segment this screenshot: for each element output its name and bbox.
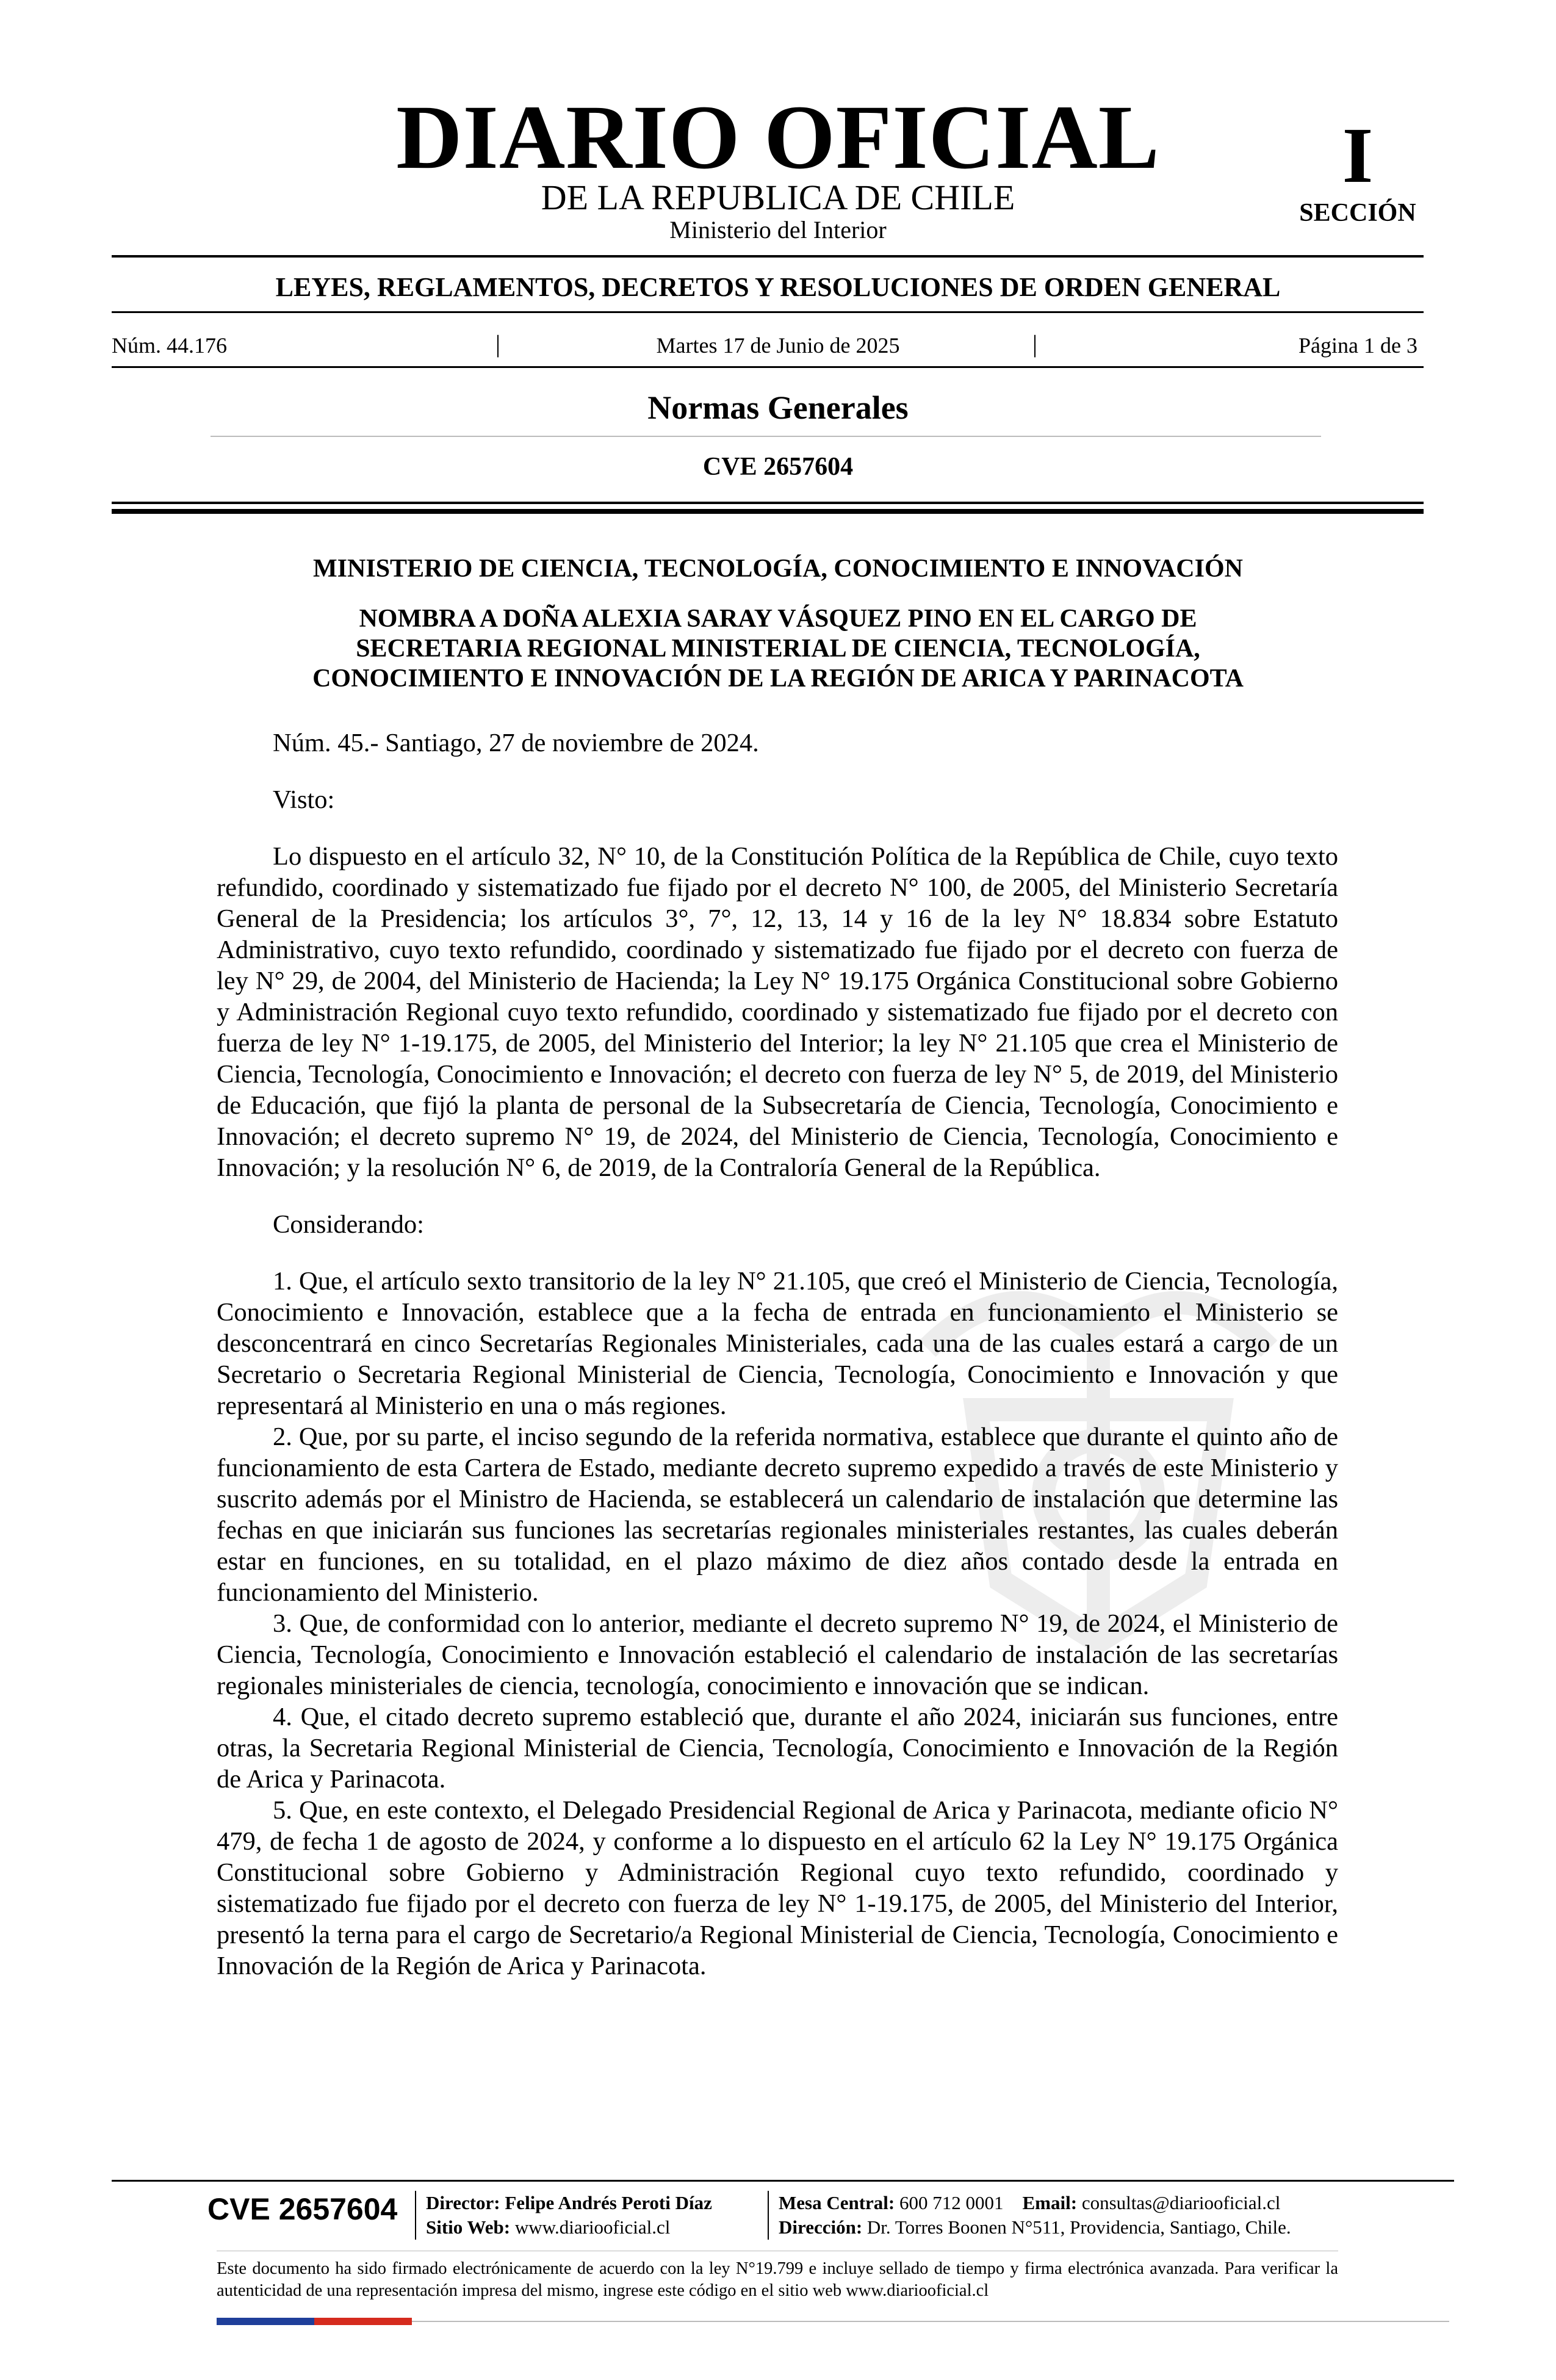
decree-title-line: NOMBRA A DOÑA ALEXIA SARAY VÁSQUEZ PINO EN EL CARGO DE: [359, 605, 1197, 633]
considerando-paragraph: 4. Que, el citado decreto supremo estableció que, durante el año 2024, iniciarán sus funciones, entre otras, la Secretaria Regional Ministerial de Ciencia, Tecnología, Conocimiento e Innovación de la Región de Arica y Parinacota.: [217, 1703, 1338, 1794]
issue-separator: |: [1032, 330, 1038, 358]
issue-separator: |: [495, 330, 501, 358]
footer-divider: [415, 2191, 416, 2240]
considerando-paragraph: 1. Que, el artículo sexto transitorio de la ley N° 21.105, que creó el Ministerio de Ciencia, Tecnología, Conocimiento e Innovación, establece que a la fecha de entrada en funcionamiento el Ministerio se desconcentrará en cinco Secretarías Regionales Ministeriales, cada una de las cuales estará a cargo de un Secretario o Secretaria Regional Ministerial de Ciencia, Tecnología, Conocimiento e Innovación y que representará al Ministerio en una o más regiones.: [217, 1267, 1338, 1420]
cve-code: CVE 2657604: [702, 453, 854, 481]
website-link[interactable]: www.diariooficial.cl: [514, 2216, 671, 2238]
category-heading: LEYES, REGLAMENTOS, DECRETOS Y RESOLUCIONES DE ORDEN GENERAL: [275, 272, 1281, 302]
email-link[interactable]: consultas@diariooficial.cl: [1081, 2192, 1281, 2213]
section-label: SECCIÓN: [1299, 199, 1416, 227]
footer-rule: [112, 2180, 1454, 2182]
director-label: Director:: [426, 2192, 500, 2213]
footer-contact-block: [779, 2191, 1291, 2240]
header-rule: [112, 255, 1424, 258]
address-text: Dr. Torres Boonen N°511, Providencia, Santiago, Chile.: [866, 2216, 1291, 2238]
footer-bottom-rule: [412, 2321, 1449, 2322]
email-label: Email:: [1022, 2192, 1078, 2213]
issue-number: Núm. 44.176: [112, 333, 227, 358]
decree-number-line: Núm. 45.- Santiago, 27 de noviembre de 2024.: [273, 729, 759, 757]
considerando-label: Considerando:: [273, 1210, 424, 1239]
double-rule-top: [112, 502, 1424, 504]
phone-number: 600 712 0001: [899, 2192, 1004, 2213]
section-underline: [211, 436, 1321, 437]
visto-paragraph: Lo dispuesto en el artículo 32, N° 10, de la Constitución Política de la República de Chile, cuyo texto refundido, coordinado y sistematizado fue fijado por el decreto N° 100, de 2005, del Ministerio Secretaría General de la Presidencia; los artículos 3°, 7°, 12, 13, 14 y 16 de la ley N° 18.834 sobre Estatuto Administrativo, cuyo texto refundido, coordinado y sistematizado fue fijado por el decreto con fuerza de ley N° 29, de 2004, del Ministerio de Hacienda; la Ley N° 19.175 Orgánica Constitucional sobre Gobierno y Administración Regional cuyo texto refundido, coordinado y sistematizado fue fijado por el decreto con fuerza de ley N° 1-19.175, de 2005, del Ministerio del Interior; la ley N° 21.105 que crea el Ministerio de Ciencia, Tecnología, Conocimiento e Innovación; el decreto con fuerza de ley N° 5, de 2019, del Ministerio de Educación, que fijó la planta de personal de la Subsecretaría de Ciencia, Tecnología, Conocimiento e Innovación; el decreto supremo N° 19, de 2024, del Ministerio de Ciencia, Tecnología, Conocimiento e Innovación; y la resolución N° 6, de 2019, de la Contraloría General de la República.: [217, 842, 1338, 1182]
phone-label: Mesa Central:: [779, 2192, 895, 2213]
address-label: Dirección:: [779, 2216, 863, 2238]
flag-stripe-red: [314, 2318, 412, 2325]
decree-title-line: CONOCIMIENTO E INNOVACIÓN DE LA REGIÓN DE ARICA Y PARINACOTA: [312, 665, 1244, 693]
footer-cve-code: CVE 2657604: [207, 2192, 398, 2226]
category-rule-top: [112, 311, 1424, 313]
footer-divider: [768, 2191, 769, 2240]
masthead-ministry: Ministerio del Interior: [669, 216, 887, 243]
section-heading: Normas Generales: [647, 389, 909, 426]
considerando-paragraph: 3. Que, de conformidad con lo anterior, mediante el decreto supremo N° 19, de 2024, el Ministerio de Ciencia, Tecnología, Conocimiento e Innovación estableció el calendario de instalación de las secretarías regionales ministeriales de ciencia, tecnología, conocimiento e innovación que se indican.: [217, 1609, 1338, 1700]
masthead-subtitle: DE LA REPUBLICA DE CHILE: [541, 178, 1015, 217]
director-name: Felipe Andrés Peroti Díaz: [505, 2192, 712, 2213]
issue-rule: [112, 366, 1424, 368]
section-number: I: [1342, 112, 1374, 200]
considerando-paragraph: 5. Que, en este contexto, el Delegado Presidencial Regional de Arica y Parinacota, mediante oficio N° 479, de fecha 1 de agosto de 2024, y conforme a lo dispuesto en el artículo 62 la Ley N° 19.175 Orgánica Constitucional sobre Gobierno y Administración Regional cuyo texto refundido, coordinado y sistematizado fue fijado por el decreto con fuerza de ley N° 1-19.175, de 2005, del Ministerio del Interior, presentó la terna para el cargo de Secretario/a Regional Ministerial de Ciencia, Tecnología, Conocimiento e Innovación de la Región de Arica y Parinacota.: [217, 1796, 1338, 1980]
decree-title: [183, 604, 1373, 694]
masthead-title: DIARIO OFICIAL: [396, 87, 1160, 188]
considerando-paragraph: 2. Que, por su parte, el inciso segundo de la referida normativa, establece que durante el quinto año de funcionamiento de esta Cartera de Estado, mediante decreto supremo expedido a través de este Ministerio y suscrito además por el Ministro de Hacienda, se establecerá un calendario de instalación que determine las fechas en que iniciarán sus funciones las secretarías regionales ministeriales restantes, las cuales deberán estar en funciones, en su totalidad, en el plazo máximo de diez años contado desde la entrada en funcionamiento del Ministerio.: [217, 1423, 1338, 1607]
decree-title-line: SECRETARIA REGIONAL MINISTERIAL DE CIENCIA, TECNOLOGÍA,: [356, 635, 1200, 663]
decree-body: [217, 727, 1338, 1982]
signature-notice: Este documento ha sido firmado electrónicamente de acuerdo con la ley N°19.799 e incluye sellado de tiempo y firma electrónica avanzada. Para verificar la autenticidad de una representación impresa del mismo, ingrese este código en el sitio web www.diariooficial.cl: [217, 2259, 1338, 2300]
visto-label: Visto:: [273, 785, 335, 814]
footer-director-block: [426, 2191, 712, 2240]
issue-date: Martes 17 de Junio de 2025: [656, 333, 900, 358]
page-info: Página 1 de 3: [1298, 333, 1417, 358]
issuing-ministry: MINISTERIO DE CIENCIA, TECNOLOGÍA, CONOCIMIENTO E INNOVACIÓN: [313, 555, 1243, 583]
website-label: Sitio Web:: [426, 2216, 511, 2238]
double-rule-bottom: [112, 509, 1424, 514]
flag-stripe-blue: [217, 2318, 314, 2325]
